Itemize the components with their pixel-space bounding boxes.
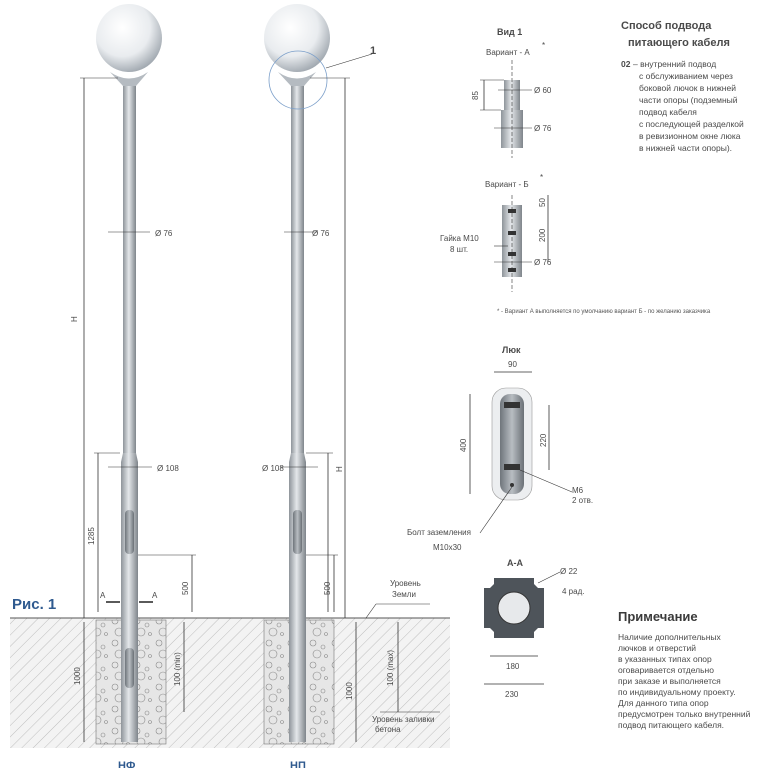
svg-text:M10x30: M10x30 [433,543,462,552]
section-aa [484,558,584,699]
svg-text:Вариант - А: Вариант - А [486,48,530,57]
cable-supply-block [621,20,744,153]
svg-text:A: A [152,591,158,600]
svg-text:с обслуживанием через: с обслуживанием через [639,71,733,81]
svg-text:Уровень заливки: Уровень заливки [372,715,435,724]
callout-1-label: 1 [370,45,377,57]
svg-text:оговаривается отдельно: оговаривается отдельно [618,665,714,675]
svg-text:Ø 76: Ø 76 [312,229,330,238]
svg-text:подвод кабеля: подвод кабеля [639,107,697,117]
svg-text:боковой лючок в нижней: боковой лючок в нижней [639,83,736,93]
service-hatch-right [293,510,302,554]
svg-text:4 рад.: 4 рад. [562,587,585,596]
svg-text:Примечание: Примечание [618,609,698,624]
svg-text:Наличие дополнительных: Наличие дополнительных [618,632,721,642]
svg-text:* - Вариант А выполняется по у: * - Вариант А выполняется по умолчанию вариант Б - по желанию заказчика [497,309,711,315]
svg-text:100 (min): 100 (min) [173,652,182,686]
service-hatch-left [125,510,134,554]
pole-label-left: НФ [118,760,136,768]
svg-text:Вид 1: Вид 1 [497,27,523,37]
svg-text:Ø 76: Ø 76 [534,124,552,133]
svg-text:500: 500 [323,581,332,595]
svg-text:при заказе и выполняется: при заказе и выполняется [618,676,721,686]
svg-text:1000: 1000 [345,682,354,700]
svg-text:A-A: A-A [507,558,523,568]
svg-text:Гайка M10: Гайка M10 [440,234,479,243]
svg-text:2 отв.: 2 отв. [572,496,594,505]
svg-text:85: 85 [471,91,480,100]
figure-label: Рис. 1 [12,596,57,613]
svg-text:H: H [335,466,344,472]
svg-text:180: 180 [506,662,520,671]
svg-text:лючков и отверстий: лючков и отверстий [618,643,697,653]
svg-text:230: 230 [505,690,519,699]
svg-text:90: 90 [508,360,517,369]
svg-text:*: * [540,173,544,182]
note-block [618,609,751,730]
svg-text:в нижней части опоры).: в нижней части опоры). [639,143,733,153]
svg-text:Для данного типа опор: Для данного типа опор [618,698,709,708]
svg-text:Земли: Земли [392,590,416,599]
svg-text:*: * [542,41,546,50]
svg-text:в ревизионном окне люка: в ревизионном окне люка [639,131,741,141]
svg-text:500: 500 [181,581,190,595]
svg-text:H: H [70,316,79,322]
svg-text:Ø 108: Ø 108 [157,464,179,473]
pole-label-right: НП [290,760,306,768]
svg-text:02: 02 [621,59,631,69]
svg-text:400: 400 [459,438,468,452]
svg-text:50: 50 [538,198,547,207]
svg-text:с последующей разделкой: с последующей разделкой [639,119,744,129]
svg-text:Ø 76: Ø 76 [534,258,552,267]
svg-text:200: 200 [538,228,547,242]
svg-text:Болт заземления: Болт заземления [407,528,471,537]
svg-text:Вариант - Б: Вариант - Б [485,180,529,189]
svg-text:220: 220 [539,433,548,447]
svg-text:1000: 1000 [73,667,82,685]
svg-text:1285: 1285 [87,527,96,545]
svg-text:– внутренний подвод: – внутренний подвод [633,59,717,69]
svg-text:Люк: Люк [502,345,521,355]
hatch-detail [407,345,593,552]
svg-text:в указанных типах опор: в указанных типах опор [618,654,712,664]
svg-text:питающего кабеля: питающего кабеля [628,37,730,49]
cable-entry-left [125,648,134,688]
svg-text:Ø 108: Ø 108 [262,464,284,473]
svg-text:бетона: бетона [375,725,401,734]
svg-text:Ø 22: Ø 22 [560,567,578,576]
svg-text:Ø 76: Ø 76 [155,229,173,238]
svg-text:M6: M6 [572,486,584,495]
svg-text:предусмотрен только внутренний: предусмотрен только внутренний [618,709,751,719]
svg-text:Способ подвода: Способ подвода [621,20,712,32]
svg-text:части опоры (подземный: части опоры (подземный [639,95,738,105]
svg-text:A: A [100,591,106,600]
svg-text:подвод питающего кабеля.: подвод питающего кабеля. [618,720,725,730]
svg-text:по индивидуальному проекту.: по индивидуальному проекту. [618,687,736,697]
lamp-globe-left [96,4,162,72]
svg-text:Уровень: Уровень [390,579,421,588]
svg-text:100 (max): 100 (max) [386,649,395,686]
svg-text:8 шт.: 8 шт. [450,245,469,254]
svg-text:Ø 60: Ø 60 [534,86,552,95]
